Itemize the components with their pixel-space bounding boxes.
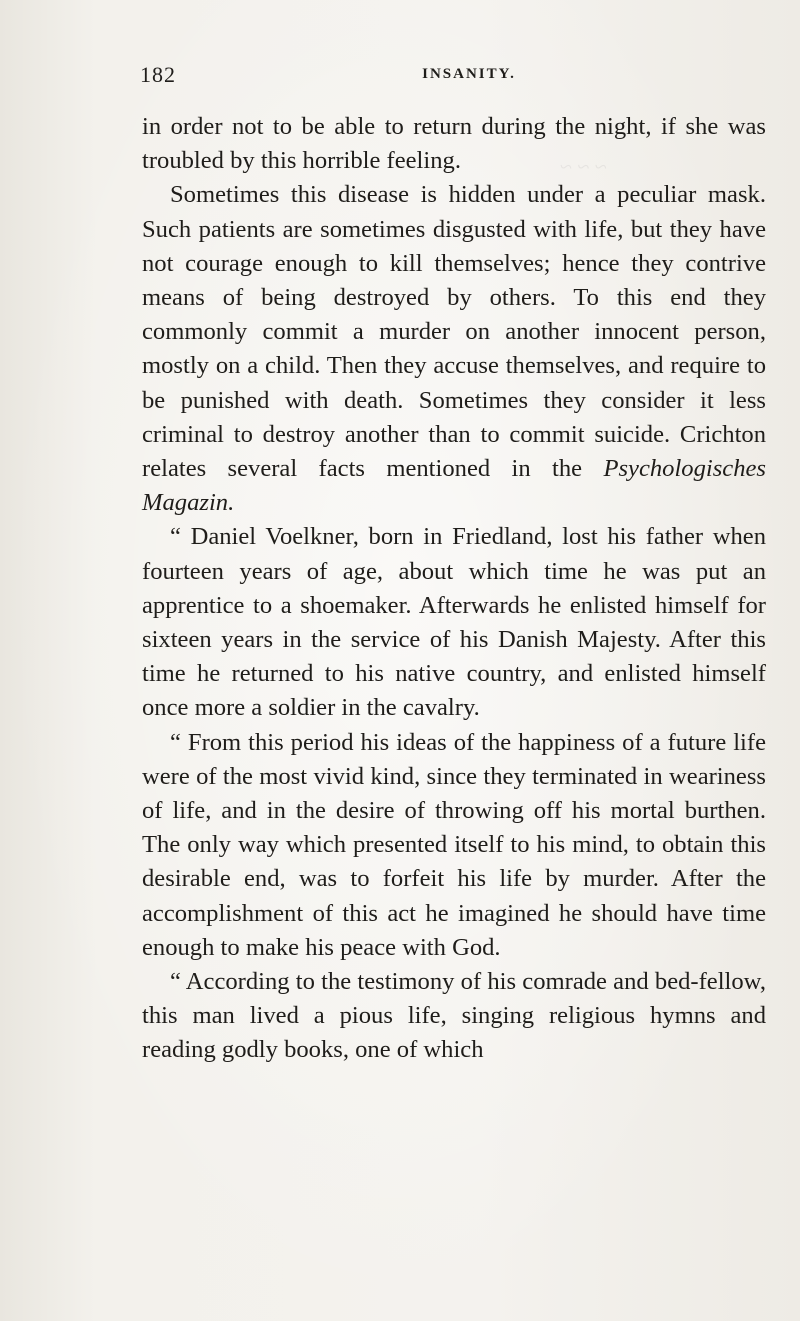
paragraph-2-text: Sometimes this disease is hidden under a peculiar mask. Such patients are sometimes disgusted with life, but they have not courage enough to kill themselves; hence they contrive means of being destroyed by others. To this end they commonly commit a murder on another innocent person, mostly on a child. Then they accuse themselves, and require to be punished with death. Sometimes they consider it less criminal to destroy another than to commit suicide. Crichton relates several facts mentioned in the [142,181,766,483]
paragraph-4-text: “ From this period his ideas of the happiness of a future life were of the most vivid kind, since they terminated in weariness of life, and in the desire of throwing off his mortal burthen. The only way which presented itself to his mind, to obtain this desirable end, was to forfeit his life by murder. After the accomplishment of this act he imagined he should have time enough to make his peace with God. [142,728,766,961]
page-number: 182 [140,62,176,87]
paragraph-1 [142,110,766,178]
bleed-through-decoration: ~ ~ ~ [560,154,607,179]
body-text [142,110,766,1068]
paragraph-1-text: in order not to be able to return during the night, if she was troubled by this horrible feeling. [142,113,766,175]
magazine-title: Psychologisches Magazin. [142,455,766,517]
running-head: INSANITY. [422,66,516,82]
paragraph-3 [142,520,766,725]
paragraph-5-text: “ According to the testimony of his comrade and bed-fellow, this man lived a pious life, singing religious hymns and reading godly books, one of which [142,968,766,1064]
page-header [140,62,768,92]
paragraph-5 [142,965,766,1068]
paragraph-3-text: “ Daniel Voelkner, born in Friedland, lost his father when fourteen years of age, about which time he was put an apprentice to a shoemaker. Afterwards he enlisted himself for sixteen years in the service of his Danish Majesty. After this time he returned to his native country, and enlisted himself once more a soldier in the cavalry. [142,523,766,722]
paragraph-2 [142,178,766,520]
paragraph-4 [142,726,766,965]
